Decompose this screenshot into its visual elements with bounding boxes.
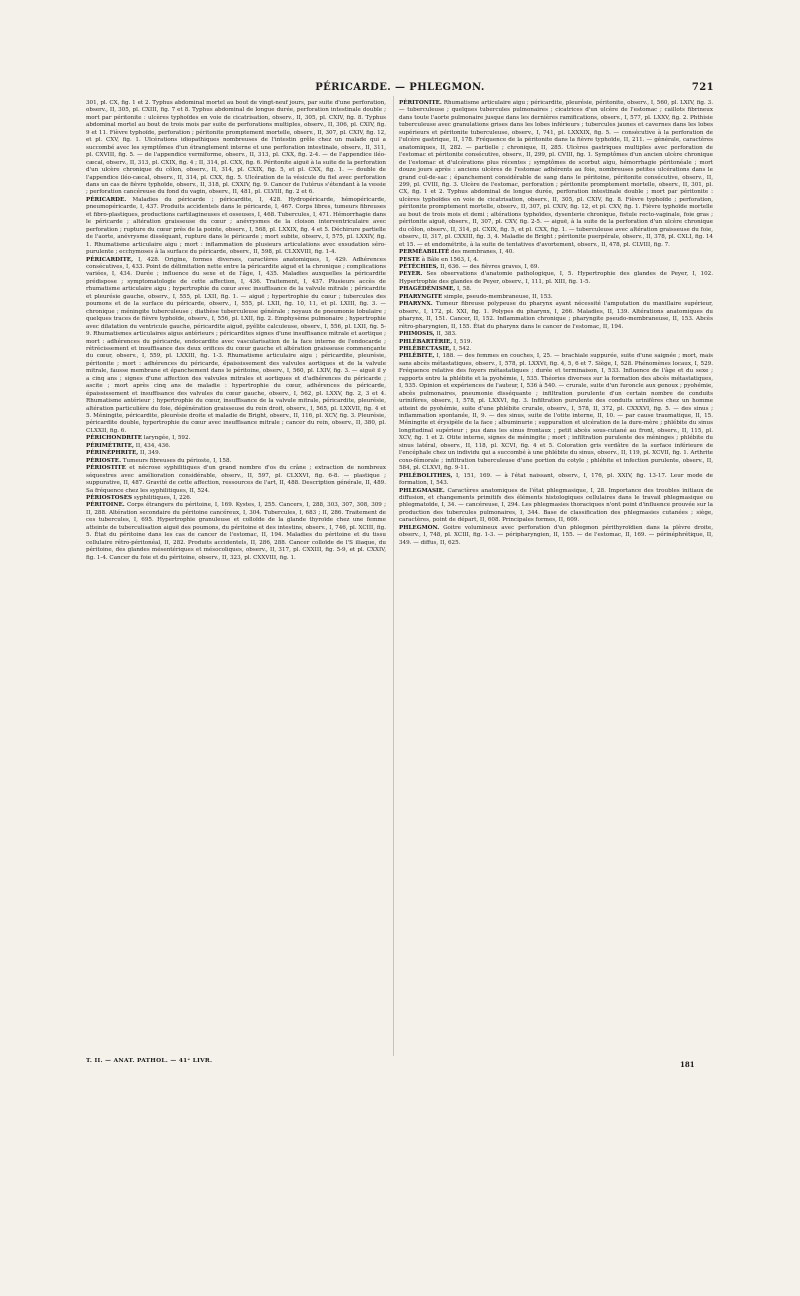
index-term: PHARYNX. [399, 301, 433, 308]
index-entry [399, 257, 713, 264]
index-term: PÉRIOSTE. [86, 457, 122, 464]
page-number: 721 [691, 82, 714, 93]
index-entry [86, 100, 386, 197]
index-text: des membranes, I, 40. [449, 249, 515, 256]
index-entry [86, 502, 386, 562]
right-column [399, 100, 713, 547]
index-text: II, 383. [434, 331, 457, 338]
index-term: PHLÉBOLITHES, [399, 472, 453, 479]
index-entry [399, 525, 713, 547]
left-column [86, 100, 386, 562]
index-term: PESTE [399, 256, 420, 263]
index-text: Corps étrangers du péritoine, I, 169. Kystes, I, 255. Cancers, I, 288, 303, 307, 308, 309 ; II, 288. Altération secondaire du péritoine cancéreux, I, 304. Tubercules, I, 683 ; II, 286. Traitement de ces tubercules, I, 695. Hypertrophie granuleuse et colloïde de la glande thyroïde chez une femme atteinte de tuberculisation aiguë des poumons, du péritoine et des intestins, observ., I, 746, pl. XCIII, fig. 5. État du péritoine dans les cas de cancer de l'estomac, II, 194. Maladies du péritoine et du tissu cellulaire rétro-péritonéal, II, 282. Produits accidentels, II, 286, 288. Cancer colloïde de l'S iliaque, du péritoine, des glandes mésentériques et mésocoliques, observ., II, 317, pl. CXXIII, fig. 5-9, et pl. CXXIV, fig. 1-4. Cancer du foie et du péritoine, observ., II, 323, pl. CXXVIII, fig. 1. [86, 502, 386, 561]
index-text: I, 428. Origine, formes diverses, caractères anatomiques, I, 429. Adhérences consécutives, I, 433. Point de délimitation nette entre la péricardite aiguë et la chronique ; complications variées, I, 434. Durée ; influence du sexe et de l'âge, I, 435. Maladies auxquelles la péricardite prédispose ; symptomatologie de cette affection, I, 436. Traitement, I, 437. Plusieurs accès de rhumatisme articulaire aigu ; hypertrophie du cœur avec insuffisance de la valvule mitrale ; péricardite et pleurésie gauche, observ., I, 555, pl. LXII, fig. 1. — aiguë ; hypertrophie du cœur ; tubercules des poumons et de la surface du péricarde, observ., I, 555, pl. LXII, fig. 10, 11, et pl. LXIII, fig. 3. — chronique ; méningite tuberculeuse ; diathèse tuberculeuse générale ; noyaux de pneumonie lobulaire ; quelques traces de fièvre typhoïde, observ., I, 556, pl. LXII, fig. 2. Emphysème pulmonaire ; hypertrophie avec dilatation du ventricule gauche, péricardite aiguë, pyélite calculeuse, observ., I, 556, pl. LXII, fig. 5-9. Rhumatismes articulaires aigus antérieurs ; péricardites signes d'une insuffisance mitrale et aortique ; mort : adhérences du péricarde, endocardite avec vascularisation de la face interne de l'endocarde ; rétrécissement et insuffisance des deux orifices du cœur gauche et altération graisseuse commençante du cœur, observ., I, 559, pl. LXXIII, fig. 1-3. Rhumatisme articulaire aigu ; péricardite, pleurésie, péritonite ; mort : adhérences du péricarde, épaississement des valvules aortiques et de la valvule mitrale, fausse membrane et épanchement dans le péritoine, observ., I, 560, pl. LXIV, fig. 3. — aiguë il y a cinq ans ; signes d'une affection des valvules mitrales et aortiques et d'adhérences du péricarde ; ascite ; mort après cinq ans de maladie : hypertrophie du cœur, adhérences du péricarde, épaississement et insuffisance des valvules du cœur gauche, observ., I, 562, pl. LXXV, fig. 2, 3 et 4. Rhumatisme antérieur ; hypertrophie du cœur, insuffisance de la valvule mitrale, péricardite, pleurésie, altération particulière du foie, dégénération graisseuse du rein droit, observ., I, 565, pl. LXXVII, fig. 4 et 5. Méningite, péricardite, pleurésie droite et maladie de Bright, observ., II, 116, pl. XCV, fig. 3. Pleurésie, péricardite double, hypertrophie du cœur avec insuffisance mitrale ; cancer du rein, observ., II, 380, pl. CLXXII, fig. 6. [86, 256, 386, 434]
index-term: PÉRICHONDRITE [86, 435, 143, 442]
index-term: PEYER. [399, 271, 423, 278]
index-entry [399, 286, 713, 293]
index-entry [399, 301, 713, 331]
index-entry [399, 473, 713, 488]
index-entry [86, 197, 386, 257]
index-text: laryngée, I, 592. [142, 435, 191, 442]
index-entry [399, 488, 713, 525]
index-text: Caractères anatomiques de l'état phlegmasique, I, 28. Importance des troubles initiaux de diffusion, et changements primitifs des éléments histologiques cellulaires dans le travail phlegmasique ou phlegmatoïde, I, 34. — cancéreuse, I, 294. Les phlegmasies thoraciques n'ont point d'influence prouvée sur la production des tubercules pulmonaires, I, 344. Base de classification des phlegmasies cutanées ; siège, caractères, point de départ, II, 608. Principales formes, II, 609. [399, 487, 713, 524]
index-term: PERMÉABILITÉ [399, 249, 450, 256]
index-term: PÉRINÉPHRITE, [86, 450, 139, 457]
index-term: PHLÉBITE, [399, 353, 435, 360]
index-entry [86, 465, 386, 495]
index-text: I, 188. — des femmes en couches, I, 25. — brachiale suppurée, suite d'une saignée ; mort, mais sans abcès métastatiques, observ., I, 578, pl. LXXVI, fig. 4, 5, 6 et 7. Siège, I, 528. Phénomènes locaux, I, 529. Fréquence relative des foyers métastatiques ; durée et terminaison, I, 533. Influence de l'âge et du sexe ; rapports entre la phlébite et la pyohémie, I, 535. Théories diverses sur la formation des abcès métastatiques, I, 535. Opinion et expériences de l'auteur, I, 536 à 540. — crurale, suite d'un furoncle aux genoux ; pyohémie, abcès pulmonaires, pneumonie disséquante ; infiltration purulente d'un certain nombre de conduits urinifères, observ., I, 578, pl. LXXVI, fig. 3. Infiltration purulente des conduits urinifères chez un homme atteint de pyohémie, suite d'une phlébite crurale, observ., I, 578, II, 372, pl. CXXXVI, fig. 5. — des sinus ; inflammation spontanée, II, 9. — des sinus, suite de l'otite interne, II, 10. — par cause traumatique, II, 15. Méningite et érysipèle de la face ; albuminurie ; suppuration et ulcération de la dure-mère ; phlébite du sinus longitudinal supérieur ; pus dans les sinus frontaux ; petit abcès sous-cutané au front, observ., II, 115, pl. XCV, fig. 1 et 2. Otite interne, signes de méningite ; mort ; infiltration purulente des méninges ; phlébite du sinus latéral, observ., II, 118, pl. XCVI, fig. 4 et 5. Coloration gris verdâtre de la surface inférieure de l'encéphale chez un individu qui a succombé à une phlébite du sinus, observ., II, 119, pl. XCVII, fig. 1. Arthrite coxo-fémorale ; infiltration tuberculeuse d'une portion du cotyle ; phlébite et infection purulente, observ., II, 584, pl. CLXVI, fig. 9-11. [399, 353, 713, 472]
index-entry [399, 339, 713, 346]
index-entry [399, 100, 713, 249]
index-text: Tumeurs fibreuses du périoste, I, 158. [121, 457, 232, 464]
index-term: PHLÉBARTÉRIE, [399, 338, 453, 345]
index-term: PÉTÉCHIES, [399, 263, 439, 270]
column-divider [393, 96, 394, 1056]
index-text: Rhumatisme articulaire aigu ; péricardite, pleurésie, péritonite, observ., I, 560, pl. LXIV, fig. 3. — tuberculeuse ; quelques tubercules pulmonaires ; cicatrices d'un ulcère de l'estomac ; caillots fibrineux dans toute l'aorte pulmonaire jusque dans les dernières ramifications, observ., I, 577, pl. LXXV, fig. 2. Phthisie tuberculeuse avec granulations grises dans les lobes inférieurs ; tubercules jaunes et cavernes dans les lobes supérieurs et péritonite tuberculeuse, observ., I, 741, pl. LXXXIX, fig. 5. — consécutive à la perforation de l'ulcère gastrique, II, 178. Fréquence de la péritonite dans la fièvre typhoïde, II, 211. — générale, caractères anatomiques, II, 282. — partielle ; chronique, II, 285. Ulcères gastriques multiples avec perforation de l'estomac et péritonite consécutive, observ., II, 299, pl. CVIII, fig. 1. Symptômes d'un ancien ulcère chronique de l'estomac et d'ulcérations plus récentes ; symptômes de scorbut aigu, hémorrhagie péritonéale ; mort douze jours après : anciens ulcères de l'estomac adhérents au foie, nombreuses petites ulcérations dans le grand cul-de-sac ; épanchement considérable de sang dans le péritoine, péritonite consécutive, observ., II, 299, pl. CVIII, fig. 3. Ulcère de l'estomac, perforation ; péritonite promptement mortelle, observ., II, 301, pl. CX, fig. 1 et 2. Typhus abdominal de longue durée, perforation intestinale double ; mort par péritonite : ulcères typhoïdes en voie de cicatrisation, observ., II, 305, pl. CXIV, fig. 8. Fièvre typhoïde ; perforation, péritonite promptement mortelle, observ., II, 307, pl. CXIV, fig. 12, et pl. CXV, fig. 1. Fièvre typhoïde mortelle au bout de trois mois et demi ; altérations typhoïdes, dysenterie chronique, fistule recto-vaginale, foie gras ; péritonite aiguë, observ., II, 307, pl. CXV, fig. 2-5. — aiguë, à la suite de la perforation d'un ulcère chronique du côlon, observ., II, 314, pl. CXIX, fig. 5, et pl. CXX, fig. 1. — tuberculeuse avec altération graisseuse du foie, observ., II, 317, pl. CXXIII, fig. 3, 4. Maladie de Bright ; péritonite puerpérale, observ., II, 378, pl. CXLI, fig. 14 et 15. — et endométrite, à la suite de tentatives d'avortement, observ., II, 478, pl. CLVIII, fig. 7. [399, 100, 713, 248]
footer-signature: T. II. — ANAT. PATHOL. — 41ᵉ LIVR. [86, 1058, 213, 1064]
index-term: PÉRIOSTOSES [86, 495, 133, 502]
index-text: Tumeur fibreuse polypeuse du pharynx ayant nécessité l'amputation du maxillaire supérieur, observ., I, 172, pl. XXI, fig. 1. Polypes du pharynx, I, 266. Maladies, II, 139. Altérations anatomiques du pharynx, II, 151. Cancer, II, 152. Inflammation chronique ; pharyngite pseudo-membraneuse, II, 153. Abcès rétro-pharyngien, II, 155. État du pharynx dans le cancer de l'estomac, II, 194. [399, 301, 713, 330]
index-term: PÉRIOSTITE [86, 465, 126, 472]
index-term: PHLÉBECTASIE, [399, 345, 452, 352]
index-text: I, 151, 169. — à l'état naissant, observ., I, 176, pl. XXIV, fig. 13-17. Leur mode de formation, I, 543. [399, 472, 713, 487]
index-text: et nécrose syphilitiques d'un grand nombre d'os du crâne ; extraction de nombreux séquestres avec amélioration considérable, observ., II, 597, pl. CLXXVI, fig. 6-8. — plastique ; suppurative, II, 487. Gravité de cette affection, ressources de l'art, II, 488. Description générale, II, 489. Sa fréquence chez les syphilitiques, II, 524. [86, 465, 386, 494]
index-text: II, 434, 436. [134, 442, 171, 449]
index-text: I, 58. [455, 286, 472, 293]
index-text: Ses observations d'anatomie pathologique, I, 5. Hypertrophie des glandes de Peyer, I, 102. Hypertrophie des glandes de Peyer, observ., I, 111, pl. XIII, fig. 1-5. [399, 271, 713, 285]
index-text: syphilitiques, I, 226. [132, 495, 192, 502]
page-header [86, 82, 714, 98]
index-text: I, 542. [451, 345, 472, 352]
index-term: PÉRITONITE. [399, 100, 442, 106]
index-entry [399, 271, 713, 286]
index-entry [399, 331, 713, 338]
index-text: II, 636. — des fièvres graves, I, 69. [438, 263, 540, 270]
index-text: à Bâle en 1563, I, 4. [419, 256, 479, 263]
signature-number: 181 [680, 1060, 695, 1069]
index-entry [86, 435, 386, 442]
index-term: PHAGÉDÉNISME, [399, 286, 456, 293]
index-text: 301, pl. CX, fig. 1 et 2. Typhus abdominal mortel au bout de vingt-neuf jours, par suite d'une perforation, observ., II, 305, pl. CXIII, fig. 7 et 8. Typhus abdominal de longue durée, perforation intestinale double ; mort par péritonite : ulcères typhoïdes en voie de cicatrisation, observ., II, 305, pl. CXIV, fig. 8. Typhus abdominal mortel au bout de trois mois par suite de perforations multiples, observ., II, 306, pl. CXIV, fig. 9 et 11. Fièvre typhoïde, perforation ; péritonite promptement mortelle, observ., II, 307, pl. CXIV, fig. 12, et pl. CXV, fig. 1. Ulcérations idiopathiques nombreuses de l'intestin grêle chez un malade qui a succombé avec les symptômes d'un étranglement interne et une perforation intestinale, observ., II, 311, pl. CXVIII, fig. 5. — de l'appendice vermiforme, observ., II, 313, pl. CXX, fig. 2-4. — de l'appendice iléo-cæcal, observ., II, 313, pl. CXIX, fig. 4 ; II, 314, pl. CXX, fig. 6. Péritonite aiguë à la suite de la perforation d'un ulcère chronique du côlon, observ., II, 314, pl. CXIX, fig. 5, et pl. CXX, fig. 1. — double de l'appendice iléo-cæcal, observ., II, 314, pl. CXX, fig. 5. Ulcération de la vésicule du fiel avec perforation dans un cas de fièvre typhoïde, observ., II, 318, pl. CXXIV, fig. 9. Cancer de l'utérus s'étendant à la vessie ; perforation cancéreuse du fond du vagin, observ., II, 481, pl. CLVIII, fig. 2 et 6. [86, 100, 386, 196]
index-entry [399, 249, 713, 256]
index-term: PHLEGMON. [399, 524, 440, 531]
index-term: PHLEGMASIE. [399, 487, 445, 494]
index-entry [399, 353, 713, 472]
index-text: Goitre volumineux avec perforation d'un phlegmon périthyroïdien dans la plèvre droite, observ., I, 748, pl. XCIII, fig. 1-3. — péripharyngien, II, 155. — de l'estomac, II, 169. — périnéphrétique, II, 349. — diffus, II, 625. [399, 524, 713, 546]
index-text: I, 519. [452, 338, 473, 345]
index-term: PÉRIMÉTRITE, [86, 442, 134, 449]
index-term: PÉRICARDITE, [86, 256, 134, 263]
index-term: PÉRITOINE. [86, 502, 125, 509]
running-title: PÉRICARDE. — PHLEGMON. [315, 82, 485, 93]
index-term: PHARYNGITE [399, 293, 443, 300]
index-entry [399, 264, 713, 271]
index-text: II, 349. [138, 450, 161, 457]
index-text: Maladies du péricarde ; péricardite, I, 428. Hydropéricarde, hémopéricarde, pneumopéricarde, I, 437. Produits accidentels dans le péricarde, I, 467. Corps libres, tumeurs fibreuses et fibro-plastiques, productions cartilagineuses et osseuses, I, 468. Tubercules, I, 471. Hémorrhagie dans le péricarde ; altération graisseuse du cœur ; anévrysmes de la cloison interventriculaire avec perforation ; rupture du cœur près de la pointe, observ., I, 568, pl. LXXIX, fig. 4 et 5. Déchirure partielle de l'aorte, anévrysme disséquant, rupture dans le péricarde ; mort subite, observ., I, 575, pl. LXXIV, fig. 1. Rhumatisme articulaire aigu ; mort : inflammation de plusieurs articulations avec exsudation séro-purulente ; ecchymoses à la surface du péricarde, observ., II, 598, pl. CLXXVIII, fig. 1-4. [86, 196, 386, 256]
index-term: PHIMOSIS, [399, 331, 435, 338]
index-text: simple, pseudo-membraneuse, II, 153. [442, 293, 553, 300]
index-term: PÉRICARDE. [86, 196, 127, 203]
index-entry [86, 257, 386, 436]
index-entry [86, 450, 386, 457]
